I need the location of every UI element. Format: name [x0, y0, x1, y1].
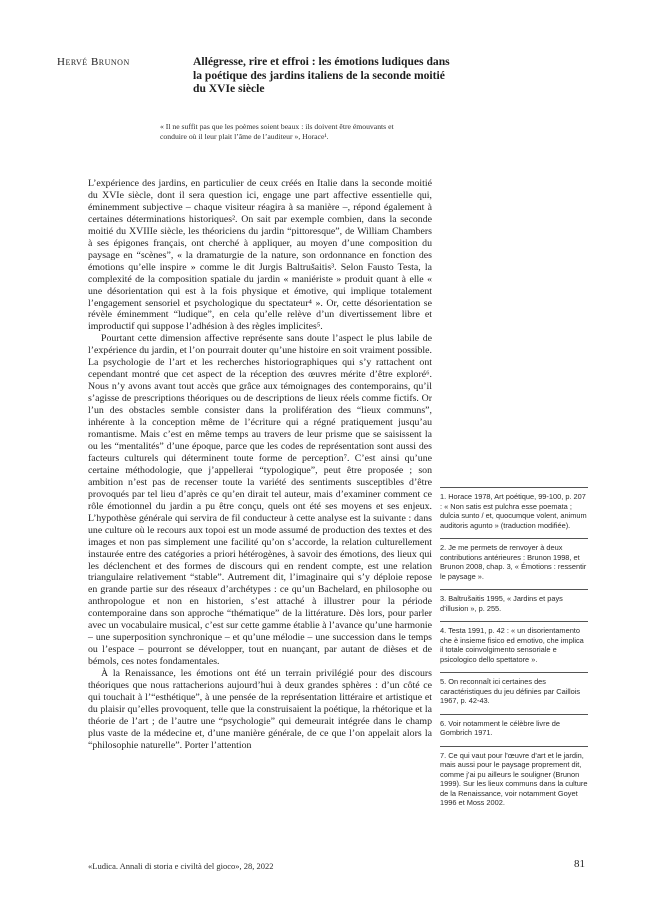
paragraph: Pourtant cette dimension affective représente sans doute l’aspect le plus labile de l’expérience du jardin, et l’on pourrait douter qu’une histoire en soit vraiment possible. La psychologie de l’art et les recherches historiographiques qui s’y rattachent ont cependant montré que cet aspect de la réception des œuvres mérite d’être exploré⁶. Nous n’y avons avant tout accès que grâce aux témoignages des contemporains, qu’il s’agisse de prescriptions théoriques ou de descriptions de lieux réels comme fictifs. Or l’un des obstacles semble consister dans la prolifération des “lieux communs”, inhérente à la conception même de l’écriture qui a régné pratiquement jusqu’au romantisme. Mais c’est en même temps au travers de leur prisme que se saisissent la ou les “mentalités” d’une époque, parce que les codes de représentation sont aussi des facteurs culturels qui déterminent toute forme de perception⁷. C’est ainsi qu’une certaine méthodologie, que j’appellerai “typologique”, peut être proposée ; son ambition n’est pas de recenser toute la variété des sentiments susceptibles d’être provoqués par tel lieu d’après ce qu’en dirait tel auteur, mais d’examiner comment ce rôle émotionnel du jardin a pu être conçu, quels ont été ses moyens et ses enjeux. L’hypothèse générale qui servira de fil conducteur à cette analyse est la suivante : dans une culture où le recours aux topoi est un mode assumé de production des textes et des images et non pas simplement une facilité qu’on s’accorde, la relation culturellement instaurée entre des catégories a priori hétérogènes, à savoir des émotions, des lieux qui les déclenchent et des formes de discours qui en rendent compte, est une relation triangulaire relativement “stable”. Autrement dit, l’imaginaire qui s’y déploie repose en grande partie sur des réseaux d’archétypes : ce qu’un Bachelard, en philosophe ou anthropologue et non en historien, s’est attaché à illustrer pour la période contemporaine dans son approche “thématique” de la littérature. Dès lors, pour parler avec un vocabulaire musical, c’est sur cette gamme établie à l’avance qu’une harmonie – une superposition synchronique – et qu’une mélodie – une succession dans le temps ou l’espace – pourront se développer, tout en nuançant, par autant de dièses et de bémols, ces notes fondamentales.	[88, 333, 432, 668]
footnote: 1. Horace 1978, Art poétique, 99-100, p. 207 : « Non satis est pulchra esse poemata ; dulcia sunto / et, quocumque volent, animum auditoris agunto » (traduction modifiée).	[440, 487, 588, 530]
paragraph: À la Renaissance, les émotions ont été un terrain privilégié pour des discours théoriques que nous rattacherions aujourd’hui à deux grandes sphères : d’un côté ce qui touchait à l’“esthétique”, à une pensée de la représentation littéraire et artistique et du plaisir qu’elles provoquent, telle que la construisaient la poétique, la rhétorique et la théorie de l’art ; de l’autre une “psychologie” qui demeurait intégrée dans le champ plus vaste de la médecine et, d’une manière générale, de ce que l’on appelait alors la “philosophie naturelle”. Porter l’attention	[88, 668, 432, 751]
footnote: 2. Je me permets de renvoyer à deux contributions antérieures : Brunon 1998, et Brunon 2008, chap. 3, « Émotions : ressentir le paysage ».	[440, 538, 588, 581]
footnotes	[440, 487, 588, 816]
paragraph: L’expérience des jardins, en particulier de ceux créés en Italie dans la seconde moitié du XVIe siècle, dont il sera question ici, engage une part affective essentielle qui, éminemment subjective – chaque visiteur réagira à sa manière –, répond également à certaines déterminations historiques². On sait par exemple combien, dans la seconde moitié du XVIIIe siècle, les théoriciens du jardin “pittoresque”, de William Chambers à ses épigones français, ont cherché à appliquer, au moyen d’une composition du paysage en “scènes”, « la dramaturgie de la nature, son ordonnance en fonction des émotions qu’elle inspire » comme le dit Jurgis Baltrušaitis³. Selon Fausto Testa, la complexité de la composition spatiale du jardin « maniériste » produit quant à elle « une désorientation qui est à la fois physique et émotive, qui implique totalement l’engagement sensoriel et psychologique du spectateur⁴ ». Or, cette désorientation se révèle éminemment “ludique”, en cela qu’elle relève d’un divertissement libre et improductif qui suppose l’adhésion à des règles implicites⁵.	[88, 178, 432, 333]
article-title: Allégresse, rire et effroi : les émotions ludiques dans la poétique des jardins italiens de la seconde moitié du XVIe siècle	[193, 55, 450, 96]
epigraph: « Il ne suffit pas que les poèmes soient beaux : ils doivent être émouvants et conduire où il leur plait l’âme de l’auditeur », Horace¹.	[160, 122, 394, 142]
footnote: 5. On reconnaît ici certaines des caractéristiques du jeu définies par Caillois 1967, p. 42-43.	[440, 672, 588, 706]
page-number: 81	[574, 858, 585, 870]
footnote: 7. Ce qui vaut pour l’œuvre d’art et le jardin, mais aussi pour le paysage proprement dit, comme j’ai pu ailleurs le souligner (Brunon 1999). Sur les lieux communs dans la culture de la Renaissance, voir notamment Goyet 1996 et Moss 2002.	[440, 746, 588, 808]
footnote: 6. Voir notamment le célèbre livre de Gombrich 1971.	[440, 714, 588, 738]
footnote: 3. Baltrušaitis 1995, « Jardins et pays d’illusion », p. 255.	[440, 589, 588, 613]
author-name: Hervé Brunon	[57, 56, 130, 68]
body-text	[88, 178, 432, 752]
footnote: 4. Testa 1991, p. 42 : « un disorientamento che è insieme fisico ed emotivo, che implica il totale coinvolgimento sensoriale e psicologico dello spettatore ».	[440, 621, 588, 664]
journal-citation: «Ludica. Annali di storia e civiltà del gioco», 28, 2022	[88, 861, 274, 871]
